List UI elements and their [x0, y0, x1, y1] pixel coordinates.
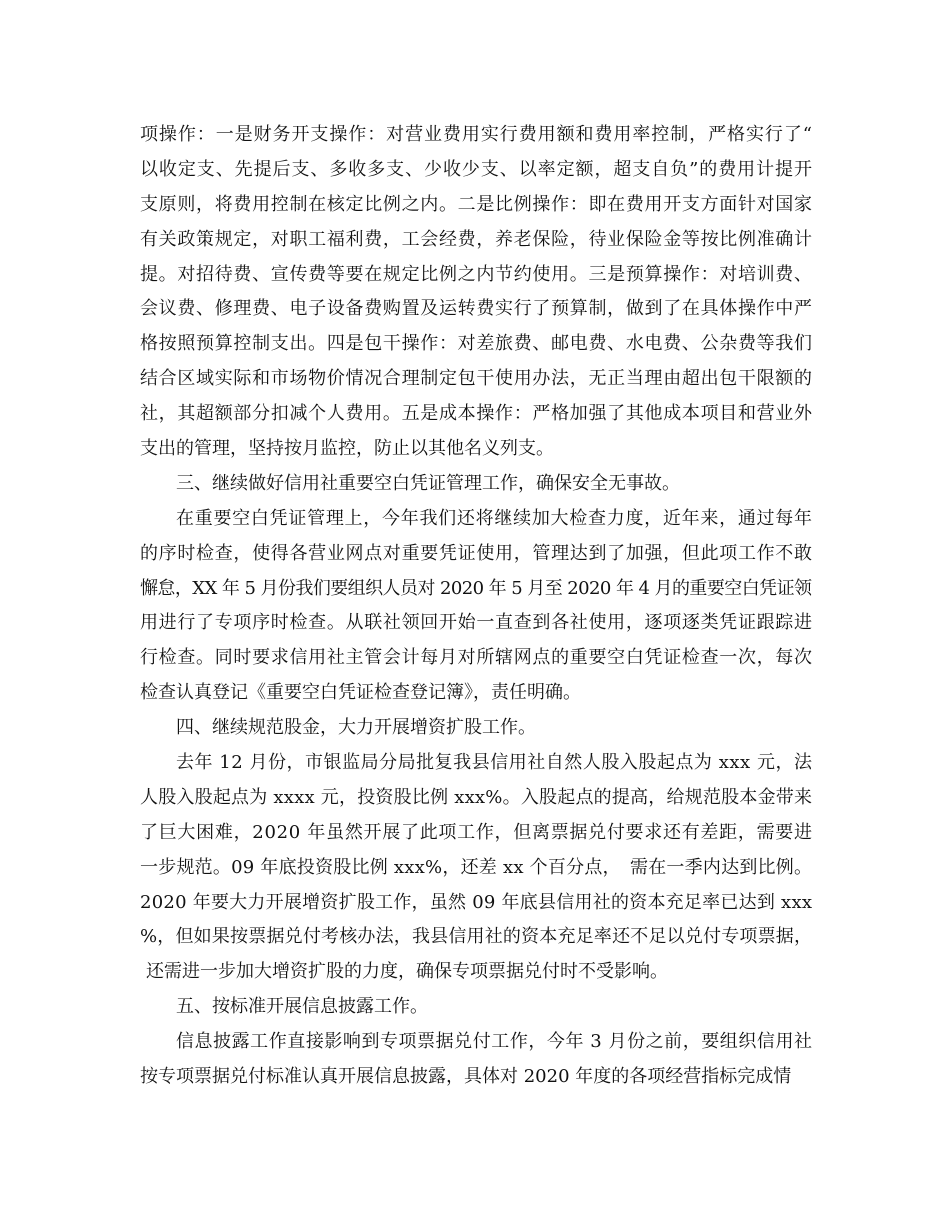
paragraph-line: 检查认真登记《重要空白凭证检查登记簿》，责任明确。 — [140, 682, 581, 704]
paragraph-line: 社，其超额部分扣减个人费用。五是成本操作：严格加强了其他成本项目和营业外 — [140, 403, 813, 425]
paragraph-first-line: 四、继续规范股金，大力开展增资扩股工作。 — [176, 717, 536, 739]
paragraph-line: 人股入股起点为 xxxx 元，投资股比例 xxx%。入股起点的提高，给规范股本金带来 — [140, 786, 813, 808]
paragraph-line: 了巨大困难，2020 年虽然开展了此项工作，但离票据兑付要求还有差距，需要进 — [140, 821, 813, 843]
paragraph-line: 的序时检查，使得各营业网点对重要凭证使用，管理达到了加强，但此项工作不敢 — [140, 542, 813, 564]
paragraph-line: 还需进一步加大增资扩股的力度，确保专项票据兑付时不受影响。 — [146, 961, 668, 983]
paragraph-line: 支出的管理，坚持按月监控，防止以其他名义列支。 — [140, 438, 554, 460]
paragraph-line: 提。对招待费、宣传费等要在规定比例之内节约使用。三是预算操作：对培训费、 — [140, 263, 813, 285]
paragraph-line: 行检查。同时要求信用社主管会计每月对所辖网点的重要空白凭证检查一次，每次 — [140, 647, 813, 669]
paragraph-line: 结合区域实际和市场物价情况合理制定包干使用办法，无正当理由超出包干限额的 — [140, 368, 813, 390]
paragraph-line: 一步规范。09 年底投资股比例 xxx%，还差 xx 个百分点， 需在一季内达到比例。 — [140, 856, 813, 878]
paragraph-line: 格按照预算控制支出。四是包干操作：对差旅费、邮电费、水电费、公杂费等我们 — [140, 333, 813, 355]
paragraph-line: 懈怠，XX 年 5 月份我们要组织人员对 2020 年 5 月至 2020 年 4 月的重要空白凭证领 — [140, 577, 812, 599]
paragraph-first-line: 信息披露工作直接影响到专项票据兑付工作，今年 3 月份之前，要组织信用社 — [176, 1031, 813, 1053]
paragraph-line: 2020 年要大力开展增资扩股工作，虽然 09 年底县信用社的资本充足率已达到 xxx — [140, 891, 813, 913]
paragraph-first-line: 去年 12 月份，市银监局分局批复我县信用社自然人股入股起点为 xxx 元，法 — [176, 752, 813, 774]
paragraph-line: 支原则，将费用控制在核定比例之内。二是比例操作：即在费用开支方面针对国家 — [140, 193, 813, 215]
paragraph-line: 会议费、修理费、电子设备费购置及运转费实行了预算制，做到了在具体操作中严 — [140, 298, 813, 320]
paragraph-line: 项操作：一是财务开支操作：对营业费用实行费用额和费用率控制，严格实行了“ — [140, 124, 813, 145]
paragraph-first-line: 五、按标准开展信息披露工作。 — [176, 996, 428, 1018]
paragraph-line: 用进行了专项序时检查。从联社领回开始一直查到各社使用，逐项逐类凭证跟踪进 — [140, 612, 813, 634]
paragraph-first-line: 三、继续做好信用社重要空白凭证管理工作，确保安全无事故。 — [176, 472, 680, 494]
paragraph-line: 有关政策规定，对职工福利费，工会经费，养老保险，待业保险金等按比例准确计 — [140, 228, 813, 250]
document-body — [140, 118, 812, 1095]
paragraph-line: 按专项票据兑付标准认真开展信息披露，具体对 2020 年度的各项经营指标完成情 — [140, 1066, 792, 1088]
paragraph-line: %，但如果按票据兑付考核办法，我县信用社的资本充足率还不足以兑付专项票据， — [140, 926, 813, 948]
paragraph-first-line: 在重要空白凭证管理上，今年我们还将继续加大检查力度，近年来，通过每年 — [176, 507, 813, 529]
paragraph-line: 以收定支、先提后支、多收多支、少收少支、以率定额，超支自负”的费用计提开 — [140, 158, 813, 180]
